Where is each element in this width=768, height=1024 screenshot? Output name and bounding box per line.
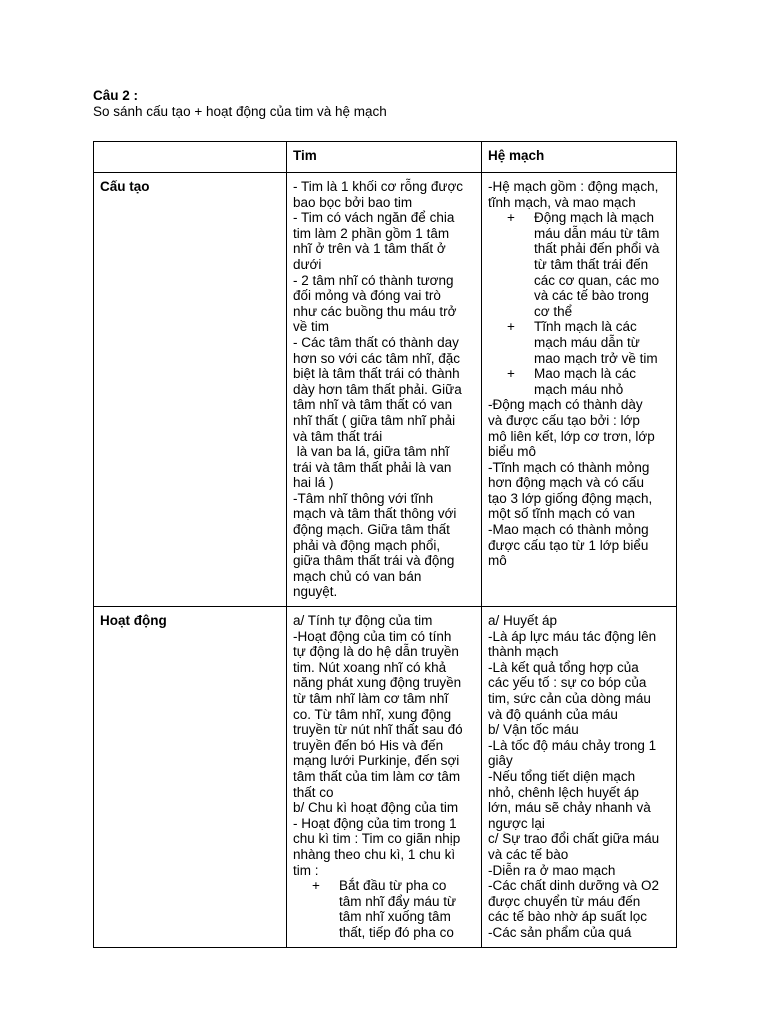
cell-line: mô liên kết, lớp cơ trơn, lớp <box>488 428 655 444</box>
cell-line: các cơ quan, các mo <box>534 272 660 288</box>
bullet-continuation <box>488 288 671 304</box>
cell-line: mạng lưới Purkinje, đến sợi <box>293 753 460 769</box>
bullet-marker <box>488 273 534 289</box>
cell-line: -Diễn ra ở mao mạch <box>488 862 616 878</box>
cell-line: nhỏ, chênh lệch huyết áp <box>488 784 639 800</box>
cell-line: được cấu tạo từ 1 lớp biểu <box>488 537 649 553</box>
cell-line: tim. Nút xoang nhĩ có khả <box>293 659 447 675</box>
cell-line: tĩnh mạch, và mao mạch <box>488 194 636 210</box>
cell-line: - 2 tâm nhĩ có thành tương <box>293 272 454 288</box>
cell-line: Mao mạch là các <box>534 366 637 382</box>
cell-line: Động mạch là mạch <box>534 210 655 226</box>
cell-line: b/ Chu kì hoạt động của tim <box>293 800 459 816</box>
cell-line: hơn so với các tâm nhĩ, đặc <box>293 350 461 366</box>
cell-hoat-dong-tim <box>287 607 482 947</box>
cell-line: -Mao mạch có thành mỏng <box>488 522 649 538</box>
table-header-row <box>94 142 677 173</box>
cell-line: - Hoạt động của tim trong 1 <box>293 815 457 831</box>
cell-line: giữa thâm thất trái và động <box>293 553 455 569</box>
cell-line: máu dẫn máu từ tâm <box>534 225 660 241</box>
cell-line: truyền từ nút nhĩ thất sau đó <box>293 722 463 738</box>
cell-line: mô <box>488 553 507 569</box>
cell-line: tim : <box>293 862 319 878</box>
cell-line: tâm thất của tim làm cơ tâm <box>293 768 461 784</box>
bullet-continuation <box>293 909 476 925</box>
cell-line: và được cấu tạo bởi : lớp <box>488 412 640 428</box>
bullet-marker: + <box>507 319 515 335</box>
cell-line: - Tim là 1 khối cơ rỗng được <box>293 179 464 194</box>
bullet-continuation <box>488 335 671 351</box>
cell-line: co. Từ tâm nhĩ, xung động <box>293 706 452 722</box>
cell-line: được chuyển từ máu đến <box>488 893 641 909</box>
bullet-marker <box>293 925 339 941</box>
cell-line: mạch máu dẫn từ <box>534 334 640 350</box>
cell-line: tim làm 2 phần gồm 1 tâm <box>293 225 450 241</box>
bullet-item <box>488 210 671 226</box>
cell-line: tự động là do hệ dẫn truyền <box>293 644 459 660</box>
cell-line: mao mạch trở về tim <box>534 350 658 366</box>
cell-line: -Là tốc độ máu chảy trong 1 <box>488 737 657 753</box>
cell-line: tâm nhĩ đẩy máu từ <box>339 893 457 909</box>
header-empty-cell <box>94 142 287 173</box>
bullet-continuation <box>488 273 671 289</box>
cell-line: -Hệ mạch gồm : động mạch, <box>488 179 659 194</box>
cell-line: mạch máu nhỏ <box>534 381 624 397</box>
bullet-continuation <box>488 382 671 398</box>
cell-line: bao bọc bởi bao tim <box>293 194 413 210</box>
cell-line: ngược lại <box>488 815 545 831</box>
bullet-marker: + <box>507 366 515 382</box>
cell-line: -Các sản phẩm của quá <box>488 924 632 940</box>
cell-line: -Là áp lực máu tác động lên <box>488 628 657 644</box>
bullet-marker <box>488 257 534 273</box>
cell-line: chu kì tim : Tim co giãn nhịp <box>293 831 461 847</box>
cell-line: -Tĩnh mạch có thành mỏng <box>488 459 650 475</box>
cell-line: là van ba lá, giữa tâm nhĩ <box>293 444 450 460</box>
bullet-continuation <box>293 925 476 941</box>
cell-line: tâm nhĩ và tâm thất có van <box>293 397 453 413</box>
cell-line: thất phải đến phổi và <box>534 241 660 257</box>
table-row <box>94 607 677 947</box>
row-label-hoat-dong: Hoạt động <box>94 607 287 947</box>
cell-line: cơ thể <box>534 303 573 319</box>
cell-line: truyền đến bó His và đến <box>293 737 444 753</box>
cell-line: đối mỏng và đóng vai trò <box>293 288 441 304</box>
cell-line: -Động mạch có thành dày <box>488 397 643 413</box>
cell-line: -Tâm nhĩ thông với tĩnh <box>293 490 434 506</box>
bullet-item <box>488 319 671 335</box>
cell-line: lớn, máu sẽ chảy nhanh và <box>488 800 651 816</box>
bullet-continuation <box>488 257 671 273</box>
cell-line: - Các tâm thất có thành day <box>293 334 459 350</box>
cell-line: -Hoạt động của tim có tính <box>293 628 452 644</box>
cell-line: và tâm thất trái <box>293 428 383 444</box>
bullet-continuation <box>488 241 671 257</box>
cell-line: -Là kết quả tổng hợp của <box>488 659 639 675</box>
header-tim: Tim <box>287 142 482 173</box>
cell-line: tâm nhĩ xuống tâm <box>339 909 451 925</box>
question-prompt: So sánh cấu tạo + hoạt động của tim và hệ mạch <box>93 104 387 119</box>
cell-line: như các buồng thu máu trở <box>293 303 457 319</box>
cell-line: và các tế bào <box>488 846 569 862</box>
cell-line: trái và tâm thất phải là van <box>293 459 452 475</box>
bullet-marker <box>488 335 534 351</box>
bullet-continuation <box>293 894 476 910</box>
cell-line: a/ Huyết áp <box>488 613 558 629</box>
header-he-mach: Hệ mạch <box>482 142 677 173</box>
cell-line: và các tế bào trong <box>534 288 649 304</box>
cell-line: tim, sức cản của dòng máu <box>488 691 651 706</box>
cell-line: -Nếu tổng tiết diện mạch <box>488 768 636 784</box>
cell-line: từ tâm thất trái đến <box>534 256 649 272</box>
bullet-marker: + <box>312 878 320 894</box>
cell-line: nhĩ ở trên và 1 tâm thất ở <box>293 241 446 257</box>
cell-line: từ tâm nhĩ làm cơ tâm nhĩ <box>293 691 449 706</box>
cell-line: biểu mô <box>488 444 537 460</box>
cell-line: c/ Sự trao đổi chất giữa máu <box>488 831 660 847</box>
bullet-continuation <box>488 304 671 320</box>
cell-line: a/ Tính tự động của tim <box>293 613 433 629</box>
bullet-marker <box>488 304 534 320</box>
bullet-marker <box>293 909 339 925</box>
cell-line: dưới <box>293 256 322 272</box>
question-number: Câu 2 : <box>93 88 139 103</box>
bullet-marker <box>488 241 534 257</box>
bullet-marker: + <box>507 210 515 226</box>
table-row <box>94 173 677 607</box>
bullet-marker <box>488 351 534 367</box>
cell-line: phải và động mạch phổi, <box>293 537 441 553</box>
bullet-continuation <box>488 351 671 367</box>
cell-line: các tế bào nhờ áp suất lọc <box>488 909 647 925</box>
cell-line: -Các chất dinh dưỡng và O2 <box>488 878 659 894</box>
bullet-item <box>293 878 476 894</box>
row-label-cau-tao: Cấu tạo <box>94 173 287 607</box>
cell-line: nguyệt. <box>293 584 338 600</box>
cell-line: về tim <box>293 319 330 335</box>
cell-line: và độ quánh của máu <box>488 706 618 722</box>
cell-line: năng phát xung động truyền <box>293 675 462 691</box>
bullet-marker <box>488 288 534 304</box>
bullet-item <box>488 366 671 382</box>
comparison-table <box>93 141 677 948</box>
cell-line: thất, tiếp đó pha co <box>339 924 454 940</box>
cell-line: Bắt đầu từ pha co <box>339 878 447 894</box>
cell-line: thành mạch <box>488 644 559 660</box>
bullet-continuation <box>488 226 671 242</box>
cell-line: các yếu tố : sự co bóp của <box>488 675 647 691</box>
cell-line: tạo 3 lớp giống động mạch, <box>488 490 653 506</box>
cell-line: nhàng theo chu kì, 1 chu kì <box>293 846 456 862</box>
cell-line: - Tim có vách ngăn để chia <box>293 210 455 226</box>
cell-line: mạch và tâm thất thông với <box>293 506 457 522</box>
bullet-marker <box>488 226 534 242</box>
bullet-marker <box>488 382 534 398</box>
cell-line: thất co <box>293 784 334 800</box>
cell-line: giây <box>488 753 513 769</box>
cell-line: hơn động mạch và có cấu <box>488 475 644 491</box>
cell-line: b/ Vận tốc máu <box>488 722 579 738</box>
cell-line: nhĩ thất ( giữa tâm nhĩ phải <box>293 412 456 428</box>
cell-line: mạch chủ có van bán <box>293 568 422 584</box>
cell-line: dày hơn tâm thất phải. Giữa <box>293 381 462 397</box>
cell-line: động mạch. Giữa tâm thất <box>293 522 450 538</box>
cell-line: Tĩnh mạch là các <box>534 319 637 335</box>
cell-line: biệt là tâm thất trái có thành <box>293 366 460 382</box>
cell-cau-tao-he-mach <box>482 173 677 607</box>
cell-line: một số tĩnh mạch có van <box>488 506 636 522</box>
cell-line: hai lá ) <box>293 475 334 491</box>
cell-hoat-dong-he-mach <box>482 607 677 947</box>
bullet-marker <box>293 894 339 910</box>
question-heading <box>93 88 387 120</box>
cell-cau-tao-tim <box>287 173 482 607</box>
